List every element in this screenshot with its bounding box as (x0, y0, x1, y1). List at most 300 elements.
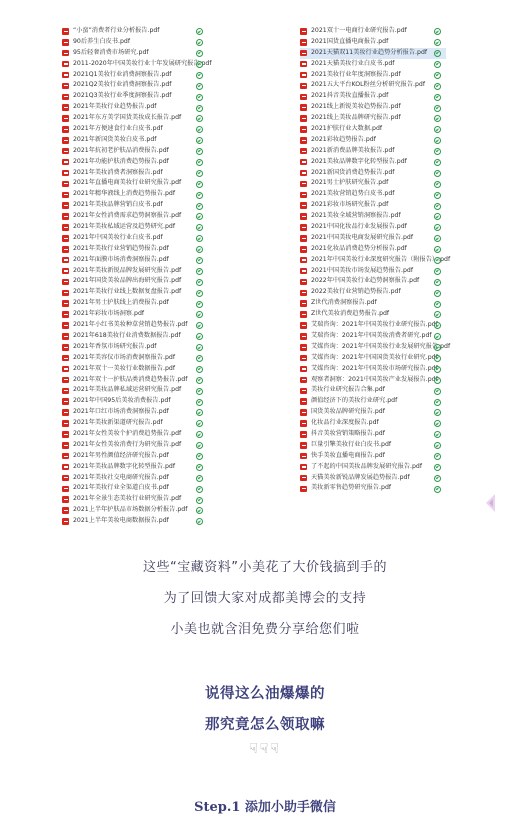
file-row[interactable] (300, 200, 446, 211)
step-heading: Step.1 添加小助手微信 (194, 800, 336, 815)
file-name: 2021线上新锐美妆趋势报告.pdf (311, 103, 401, 111)
pdf-file-icon (62, 224, 69, 231)
pdf-file-icon (300, 486, 307, 493)
body-line-3: 小美也就含泪免费分享给您们啦 (170, 622, 360, 637)
synced-check-icon (434, 61, 441, 68)
synced-check-icon (434, 431, 441, 438)
synced-check-icon (434, 290, 441, 297)
pdf-file-icon (300, 170, 307, 177)
file-row[interactable] (300, 364, 446, 375)
synced-check-icon (434, 442, 441, 449)
file-row[interactable] (62, 429, 212, 440)
synced-check-icon (434, 83, 441, 90)
pdf-file-icon (300, 355, 307, 362)
file-row[interactable] (62, 385, 212, 396)
synced-check-icon (196, 290, 203, 297)
synced-check-icon (196, 344, 203, 351)
synced-check-icon (196, 268, 203, 275)
file-name: 2021美妆行业年度洞察报告.pdf (311, 70, 401, 78)
file-row[interactable] (300, 113, 446, 124)
synced-check-icon (434, 279, 441, 286)
file-row[interactable] (62, 124, 212, 135)
synced-check-icon (196, 475, 203, 482)
pdf-file-icon (300, 39, 307, 46)
file-name: 2021年精华液线上消费趋势报告.pdf (73, 190, 175, 198)
pdf-file-icon (62, 28, 69, 35)
file-row[interactable] (300, 298, 446, 309)
file-row[interactable] (300, 146, 446, 157)
pdf-file-icon (300, 104, 307, 111)
file-row[interactable] (62, 59, 212, 70)
pdf-file-icon (62, 486, 69, 493)
pdf-file-icon (62, 409, 69, 416)
pdf-file-icon (300, 431, 307, 438)
file-row[interactable] (62, 494, 212, 505)
synced-check-icon (434, 50, 441, 57)
pdf-file-icon (300, 290, 307, 297)
file-row[interactable] (300, 189, 446, 200)
file-row[interactable] (62, 113, 212, 124)
file-name: 90后养生白皮书.pdf (73, 37, 130, 45)
file-row[interactable] (300, 135, 446, 146)
synced-check-icon (196, 148, 203, 155)
synced-check-icon (434, 344, 441, 351)
synced-check-icon (434, 409, 441, 416)
synced-check-icon (196, 137, 203, 144)
file-row[interactable] (62, 146, 212, 157)
file-row[interactable] (62, 70, 212, 81)
file-row[interactable] (62, 364, 212, 375)
file-name: 艾媒咨询：2021年中国国货美妆行业研究.pdf (311, 353, 438, 361)
synced-check-icon (434, 268, 441, 275)
pdf-file-icon (62, 50, 69, 57)
file-row[interactable] (300, 451, 446, 462)
file-row[interactable] (62, 342, 212, 353)
synced-check-icon (434, 355, 441, 362)
pdf-file-icon (300, 268, 307, 275)
synced-check-icon (196, 72, 203, 79)
file-row[interactable] (62, 222, 212, 233)
file-row[interactable] (300, 233, 446, 244)
file-name: 了不起的中国美妆品牌发展研究报告.pdf (311, 462, 422, 470)
synced-check-icon (434, 486, 441, 493)
pdf-file-icon (62, 115, 69, 122)
synced-check-icon (434, 475, 441, 482)
file-row[interactable] (62, 178, 212, 189)
pdf-file-icon (62, 83, 69, 90)
synced-check-icon (196, 355, 203, 362)
pdf-file-icon (300, 420, 307, 427)
file-row[interactable] (62, 48, 212, 59)
file-name: 美妆行业研究报告合集.pdf (311, 386, 385, 394)
file-row[interactable] (300, 331, 446, 342)
pdf-file-icon (300, 475, 307, 482)
file-name: 2021美妆营销趋势白皮书.pdf (311, 190, 395, 198)
pdf-file-icon (62, 148, 69, 155)
synced-check-icon (434, 377, 441, 384)
synced-check-icon (196, 333, 203, 340)
pdf-file-icon (300, 235, 307, 242)
file-row[interactable] (62, 462, 212, 473)
file-list-right (300, 26, 451, 494)
pdf-file-icon (300, 311, 307, 318)
file-row[interactable] (62, 200, 212, 211)
synced-check-icon (434, 94, 441, 101)
file-row[interactable] (300, 91, 446, 102)
pdf-file-icon (62, 257, 69, 264)
synced-check-icon (434, 322, 441, 329)
file-name: 2021年新国货美妆白皮书.pdf (73, 135, 157, 143)
file-name: 2011-2020年中国美妆行业十年发展研究报告.pdf (73, 59, 212, 67)
file-name: 2021五大平台KOL粉丝分析研究报告.pdf (311, 81, 426, 89)
file-row[interactable] (62, 37, 212, 48)
file-row[interactable] (300, 276, 446, 287)
pdf-file-icon (62, 518, 69, 525)
synced-check-icon (196, 213, 203, 220)
pdf-file-icon (300, 322, 307, 329)
file-row[interactable] (62, 244, 212, 255)
file-row[interactable] (62, 298, 212, 309)
file-row[interactable] (300, 168, 446, 179)
file-row[interactable] (300, 255, 451, 266)
synced-check-icon (434, 464, 441, 471)
synced-check-icon (434, 301, 441, 308)
file-name: 2021年美妆行业线上数据复盘报告.pdf (73, 288, 182, 296)
file-row[interactable] (300, 59, 446, 70)
file-name: 2021化妆品消费趋势分析报告.pdf (311, 244, 407, 252)
synced-check-icon (196, 192, 203, 199)
synced-check-icon (434, 170, 441, 177)
file-row[interactable] (300, 375, 446, 386)
synced-check-icon (434, 126, 441, 133)
file-row[interactable] (62, 320, 212, 331)
file-row[interactable] (62, 102, 212, 113)
pdf-file-icon (300, 377, 307, 384)
file-name: 2021年女性美妆消费行为研究报告.pdf (73, 440, 182, 448)
synced-check-icon (196, 497, 203, 504)
file-name: 2021年美妆行业趋势报告.pdf (73, 103, 157, 111)
file-name: 国货美妆品牌研究报告.pdf (311, 408, 385, 416)
file-name: 艾媒咨询：2021年中国美妆行业发展研究报告.pdf (311, 342, 451, 350)
pdf-file-icon (62, 235, 69, 242)
file-row[interactable] (300, 124, 446, 135)
body-line-2: 为了回馈大家对成都美博会的支持 (163, 591, 367, 606)
file-name: 2021中国化妆品行业发展报告.pdf (311, 223, 407, 231)
pdf-file-icon (62, 72, 69, 79)
file-row[interactable] (300, 429, 446, 440)
file-name: 2021Q3美妆行业季度洞察报告.pdf (73, 92, 172, 100)
file-name: 快手美妆直播电商报告.pdf (311, 451, 385, 459)
synced-check-icon (196, 311, 203, 318)
pdf-file-icon (62, 94, 69, 101)
file-name: 2021年中国95后美妆消费报告.pdf (73, 397, 171, 405)
file-row[interactable] (62, 233, 212, 244)
file-row[interactable] (62, 396, 212, 407)
file-row[interactable] (62, 473, 212, 484)
pointing-down-icon: ☟☟☟ (249, 741, 281, 757)
file-name: 2021新国货消费趋势报告.pdf (311, 168, 395, 176)
synced-check-icon (434, 181, 441, 188)
synced-check-icon (434, 453, 441, 460)
file-row[interactable] (300, 418, 446, 429)
pdf-file-icon (300, 83, 307, 90)
pdf-file-icon (62, 431, 69, 438)
file-row[interactable] (300, 462, 446, 473)
pdf-file-icon (62, 322, 69, 329)
file-row[interactable] (300, 473, 446, 484)
pdf-file-icon (300, 126, 307, 133)
file-name: 2021美妆品牌数字化转型报告.pdf (311, 157, 407, 165)
synced-check-icon (434, 213, 441, 220)
file-row[interactable] (300, 353, 446, 364)
file-name: 2021年全景生态美妆行业研究报告.pdf (73, 495, 182, 503)
synced-check-icon (196, 94, 203, 101)
file-row[interactable] (300, 48, 446, 59)
pdf-file-icon (62, 104, 69, 111)
synced-check-icon (196, 257, 203, 264)
file-name: 2021年美妆社交电商研究报告.pdf (73, 473, 169, 481)
file-name: 2021新消费品牌美妆报告.pdf (311, 146, 395, 154)
pdf-file-icon (62, 137, 69, 144)
pdf-file-icon (300, 115, 307, 122)
file-name: 2021中国美妆市场发展趋势报告.pdf (311, 266, 413, 274)
file-row[interactable] (300, 407, 446, 418)
synced-check-icon (196, 366, 203, 373)
pdf-file-icon (62, 39, 69, 46)
synced-check-icon (196, 388, 203, 395)
file-row[interactable] (62, 80, 212, 91)
file-row[interactable] (62, 440, 212, 451)
pdf-file-icon (300, 409, 307, 416)
synced-check-icon (434, 224, 441, 231)
synced-check-icon (196, 486, 203, 493)
synced-check-icon (434, 399, 441, 406)
pdf-file-icon (62, 453, 69, 460)
pdf-file-icon (300, 61, 307, 68)
pdf-file-icon (62, 496, 69, 503)
file-row[interactable] (300, 483, 446, 494)
file-name: 2021年香氛市场研究报告.pdf (73, 342, 157, 350)
file-name: 2021线上美妆品牌研究报告.pdf (311, 114, 401, 122)
pdf-file-icon (62, 170, 69, 177)
file-name: 2021年女性美妆个护消费趋势报告.pdf (73, 429, 182, 437)
file-row[interactable] (300, 102, 446, 113)
file-name: 2021彩妆趋势报告.pdf (311, 135, 376, 143)
pdf-file-icon (300, 398, 307, 405)
file-name: 95后轻奢消费市场研究.pdf (73, 48, 149, 56)
pdf-file-icon (300, 224, 307, 231)
pdf-file-icon (62, 464, 69, 471)
file-name: 观察者洞察：2021中国美妆产业发展报告.pdf (311, 375, 438, 383)
synced-check-icon (196, 61, 203, 68)
pdf-file-icon (62, 344, 69, 351)
synced-check-icon (434, 203, 441, 210)
file-row[interactable] (300, 396, 446, 407)
pdf-file-icon (300, 28, 307, 35)
file-row[interactable] (62, 211, 212, 222)
file-row[interactable] (300, 178, 446, 189)
file-row[interactable] (62, 331, 212, 342)
file-row[interactable] (300, 320, 446, 331)
file-row[interactable] (62, 505, 212, 516)
file-name: 2021年中国美妆行业深度研究报告（附报告）.pdf (311, 255, 451, 263)
pdf-file-icon (300, 50, 307, 57)
synced-check-icon (196, 126, 203, 133)
file-row[interactable] (300, 26, 446, 37)
file-name: 2021Q1美妆行业消费洞察报告.pdf (73, 70, 172, 78)
file-row[interactable] (62, 189, 212, 200)
synced-check-icon (196, 301, 203, 308)
file-name: 2021彩妆市场研究报告.pdf (311, 201, 389, 209)
file-name: 2021美妆全域营销洞察报告.pdf (311, 212, 401, 220)
pdf-file-icon (300, 333, 307, 340)
synced-check-icon (434, 420, 441, 427)
synced-check-icon (196, 464, 203, 471)
file-name: 2021Q2美妆行业消费洞察报告.pdf (73, 81, 172, 89)
file-row[interactable] (300, 440, 446, 451)
synced-check-icon (196, 39, 203, 46)
file-name: 2021抖音美妆直播报告.pdf (311, 92, 389, 100)
pdf-file-icon (62, 159, 69, 166)
pdf-file-icon (300, 213, 307, 220)
file-row[interactable] (62, 418, 212, 429)
pdf-file-icon (62, 388, 69, 395)
file-row[interactable] (300, 309, 446, 320)
file-row[interactable] (62, 91, 212, 102)
file-name: 2021年双十一美妆行业数据报告.pdf (73, 364, 175, 372)
file-row[interactable] (300, 287, 446, 298)
file-row[interactable] (62, 255, 212, 266)
file-name: 2021年美容仪市场消费洞察报告.pdf (73, 353, 175, 361)
file-name: 艾瑞咨询：2021年中国美妆消费者研究.pdf (311, 331, 432, 339)
synced-check-icon (434, 148, 441, 155)
pdf-file-icon (300, 159, 307, 166)
synced-check-icon (434, 159, 441, 166)
file-name: Z世代消费洞察报告.pdf (311, 299, 377, 307)
file-name: 美妆新零售趋势研究报告.pdf (311, 484, 392, 492)
synced-check-icon (196, 409, 203, 416)
file-row[interactable] (62, 375, 212, 386)
file-row[interactable] (62, 266, 212, 277)
pdf-file-icon (62, 475, 69, 482)
body-line-1: 这些“宝藏资料”小美花了大价钱搞到手的 (143, 560, 387, 575)
pdf-file-icon (300, 72, 307, 79)
file-name: 2021年抗初老护肤品消费报告.pdf (73, 146, 169, 154)
file-name: 2021年女性消费需求趋势洞察报告.pdf (73, 212, 182, 220)
scroll-arrow-icon[interactable] (486, 494, 495, 512)
file-row[interactable] (300, 266, 446, 277)
file-row[interactable] (62, 516, 212, 527)
pdf-file-icon (300, 202, 307, 209)
synced-check-icon (434, 137, 441, 144)
file-name: 2021天猫美妆行业白皮书.pdf (311, 59, 395, 67)
pdf-file-icon (300, 300, 307, 307)
synced-check-icon (196, 224, 203, 231)
pdf-file-icon (300, 192, 307, 199)
file-row[interactable] (62, 26, 212, 37)
file-name: 2021年功能护肤消费趋势报告.pdf (73, 157, 169, 165)
file-name: 2021男士护肤研究报告.pdf (311, 179, 389, 187)
pdf-file-icon (62, 290, 69, 297)
synced-check-icon (434, 105, 441, 112)
synced-check-icon (434, 115, 441, 122)
file-row[interactable] (300, 80, 446, 91)
file-name: 天猫美妆新锐品牌发展趋势报告.pdf (311, 473, 410, 481)
file-name: 2021年直播电商美妆行业研究报告.pdf (73, 179, 182, 187)
file-row[interactable] (300, 37, 446, 48)
synced-check-icon (196, 322, 203, 329)
pdf-file-icon (62, 311, 69, 318)
headline-line-2: 那究竟怎么领取嘛 (205, 716, 325, 733)
synced-check-icon (434, 333, 441, 340)
file-name: 2021年东方美学国货美妆成长报告.pdf (73, 114, 182, 122)
file-name: 抖音美妆营销策略报告.pdf (311, 429, 385, 437)
synced-check-icon (196, 105, 203, 112)
file-name: 2021中国美妆电商发展研究报告.pdf (311, 233, 413, 241)
file-row[interactable] (300, 385, 446, 396)
synced-check-icon (434, 257, 441, 264)
file-row[interactable] (62, 309, 212, 320)
synced-check-icon (196, 83, 203, 90)
file-row[interactable] (62, 451, 212, 462)
pdf-file-icon (62, 366, 69, 373)
pdf-file-icon (62, 246, 69, 253)
file-row[interactable] (62, 276, 212, 287)
pdf-file-icon (62, 355, 69, 362)
file-row[interactable] (300, 222, 446, 233)
file-row[interactable] (62, 168, 212, 179)
file-name: 2021年美妆私域运营及趋势研究.pdf (73, 223, 175, 231)
file-row[interactable] (300, 342, 451, 353)
file-row[interactable] (300, 70, 446, 81)
file-row[interactable] (62, 407, 212, 418)
file-row[interactable] (62, 483, 212, 494)
file-name: 2021年美妆品牌私域运营研究报告.pdf (73, 386, 182, 394)
synced-check-icon (196, 50, 203, 57)
synced-check-icon (196, 453, 203, 460)
synced-check-icon (196, 518, 203, 525)
pdf-file-icon (300, 148, 307, 155)
file-name: 2021年国货美妆品牌出海研究报告.pdf (73, 277, 182, 285)
pdf-file-icon (62, 377, 69, 384)
file-name: 2021年彩妆市场洞察.pdf (73, 310, 145, 318)
file-name: 2021年方便速食行业白皮书.pdf (73, 125, 163, 133)
pdf-file-icon (62, 300, 69, 307)
file-row[interactable] (300, 157, 446, 168)
pdf-file-icon (62, 279, 69, 286)
file-name: 2021年面膜市场消费洞察报告.pdf (73, 255, 169, 263)
pdf-file-icon (300, 94, 307, 101)
synced-check-icon (196, 431, 203, 438)
file-row[interactable] (62, 353, 212, 364)
pdf-file-icon (62, 181, 69, 188)
file-row[interactable] (300, 244, 446, 255)
synced-check-icon (196, 442, 203, 449)
file-name: 2021年美妆品牌数字化转型报告.pdf (73, 462, 175, 470)
file-row[interactable] (62, 135, 212, 146)
file-name: 2021上半年护肤品市场数据分析报告.pdf (73, 506, 188, 514)
pdf-file-icon (300, 246, 307, 253)
synced-check-icon (434, 246, 441, 253)
file-row[interactable] (300, 211, 446, 222)
file-row[interactable] (62, 157, 212, 168)
headline-line-1: 说得这么油爆爆的 (205, 685, 325, 702)
synced-check-icon (434, 192, 441, 199)
pdf-file-icon (62, 333, 69, 340)
file-row[interactable] (62, 287, 212, 298)
file-name: 2021年美妆消费者洞察报告.pdf (73, 168, 163, 176)
synced-check-icon (434, 39, 441, 46)
